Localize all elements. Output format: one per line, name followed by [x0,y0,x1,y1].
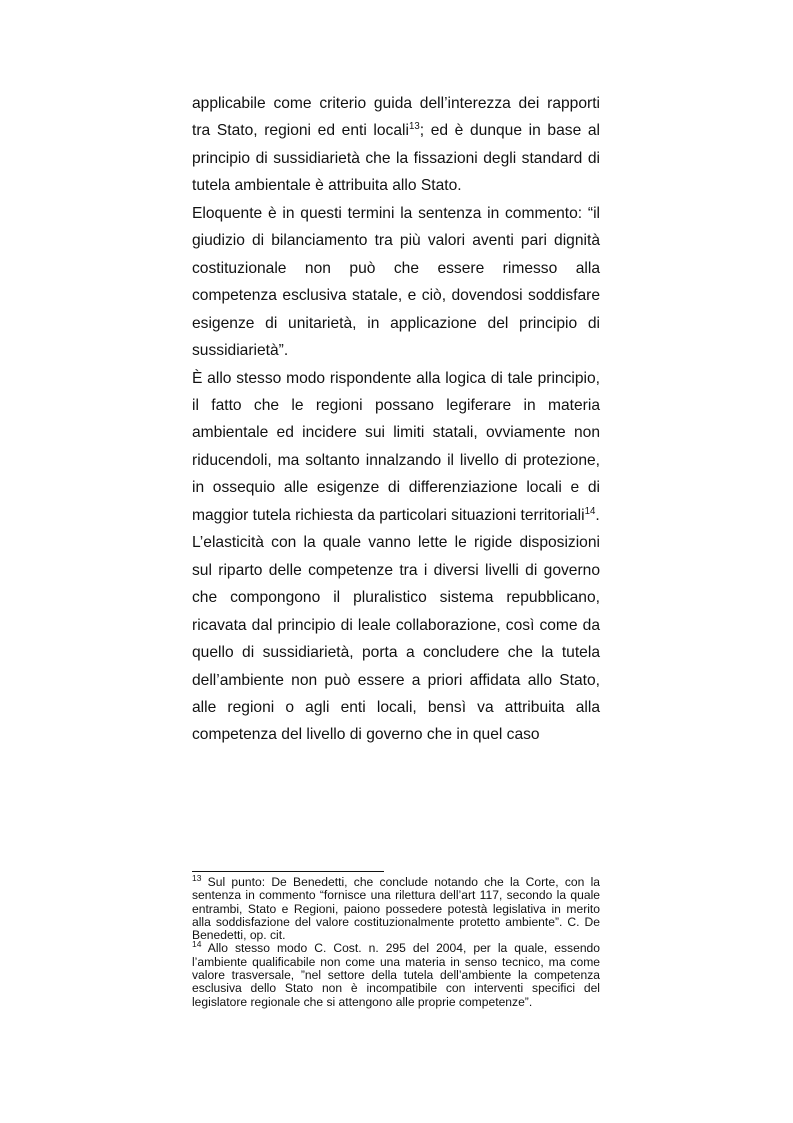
body-text [192,90,600,749]
footnote-number-13: 13 [192,872,202,883]
paragraph-1 [192,90,600,200]
paragraph-4: L’elasticità con la quale vanno lette le rigide disposizioni sul riparto delle competenze tra i diversi livelli di governo che compongono il pluralistico sistema repubblicano, ricavata dal principio di leale collaborazione, così come da quello di sussidiarietà, porta a concludere che la tutela dell’ambiente non può essere a priori affidata allo Stato, alle regioni o agli enti locali, bensì va attribuita alla competenza del livello di governo che in quel caso [192,534,600,744]
paragraph-3-text-before: È allo stesso modo rispondente alla logica di tale principio, il fatto che le regioni possano legiferare in materia ambientale ed incidere sui limiti statali, ovviamente non riducendoli, ma soltanto innalzando il livello di protezione, in ossequio alle esigenze di differenziazione locali e di maggior tutela richiesta da particolari situazioni territoriali [192,369,600,524]
footnote-separator [192,871,384,872]
paragraph-1-text-after: ; ed è dunque in base al principio di sussidiarietà che la fissazioni degli standard di tutela ambientale è attribuita allo Stato. [192,122,601,195]
footnotes [192,872,600,1009]
footnote-number-14: 14 [192,939,202,950]
footnote-14-text: Allo stesso modo C. Cost. n. 295 del 2004, per la quale, essendo l’ambiente qualificabile non come una materia in senso tecnico, ma come valore trasversale, ”nel settore della tutela dell’ambiente la competenza esclusiva dello Stato non è incompatibile con interventi specifici del legislatore regionale che si attengono alle proprie competenze”. [192,941,600,1009]
footnote-13-text: Sul punto: De Benedetti, che conclude notando che la Corte, con la sentenza in commento “fornisce una rilettura dell’art 117, secondo la quale entrambi, Stato e Regioni, paiono possedere potestà legislativa in merito alla soddisfazione del valore costituzionalmente protetto ambiente”. C. De Benedetti, op. cit. [192,875,600,943]
footnote-ref-14: 14 [584,505,596,517]
paragraph-3 [192,365,600,530]
paragraph-2: Eloquente è in questi termini la sentenza in commento: “il giudizio di bilanciamento tra più valori aventi pari dignità costituzionale non può che essere rimesso alla competenza esclusiva statale, e ciò, dovendosi soddisfare esigenze di unitarietà, in applicazione del principio di sussidiarietà”. [192,204,600,360]
footnote-14 [192,939,600,1009]
footnote-ref-13: 13 [408,121,420,133]
paragraph-1-text-before: applicabile come criterio guida dell’interezza dei rapporti tra Stato, regioni ed enti locali [192,95,600,140]
paragraph-3-text-after: . [595,506,600,524]
footnote-13 [192,872,600,943]
